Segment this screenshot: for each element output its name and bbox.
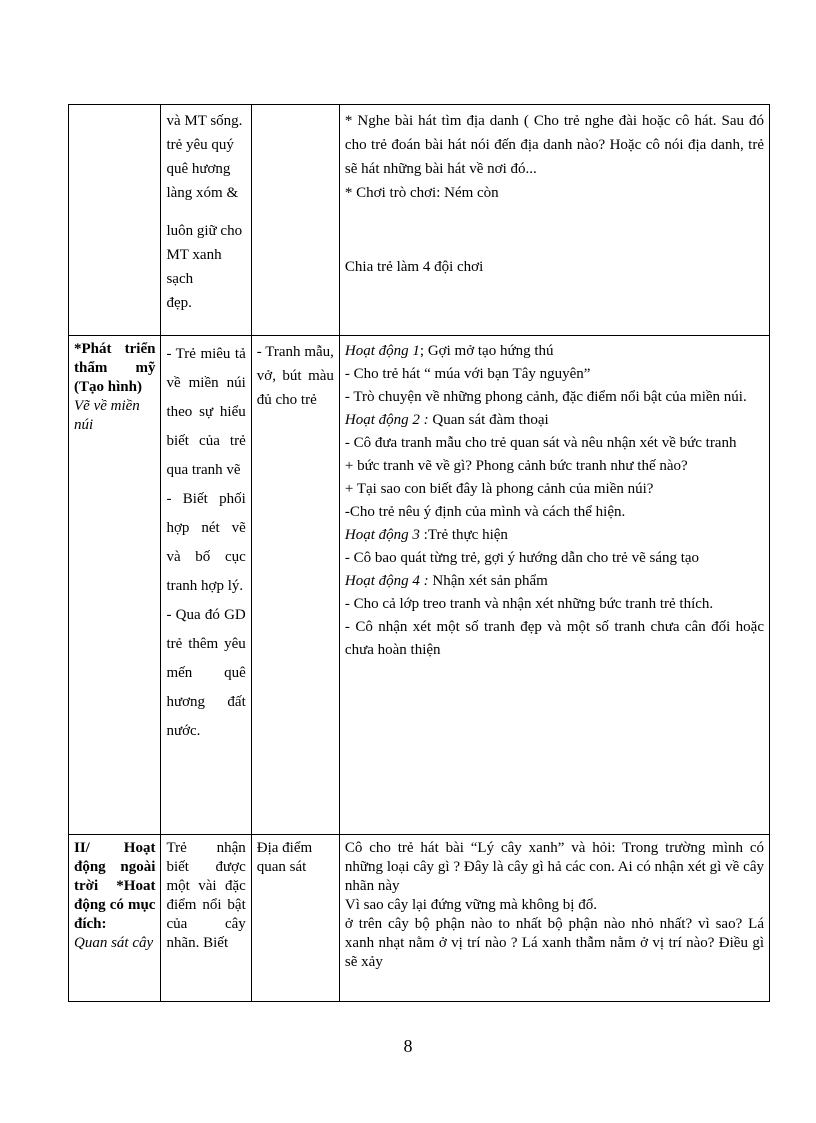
- table-row: [69, 105, 770, 336]
- activity-cell: [69, 336, 161, 835]
- procedure-line: - Cô đưa tranh mẫu cho trẻ quan sát và nêu nhận xét về bức tranh: [344, 435, 737, 451]
- procedure-line: - Cô nhận xét một số tranh đẹp và một số tranh chưa cân đối hoặc chưa hoàn thiện: [344, 619, 764, 658]
- procedure-line: + Tại sao con biết đây là phong cảnh của miền núi?: [344, 481, 654, 497]
- procedure-line: * Nghe bài hát tìm địa danh ( Cho trẻ nghe đài hoặc cô hát. Sau đó cho trẻ đoán bài hát nói đến địa danh nào? Hoặc cô nói địa danh, trẻ sẽ hát những bài hát về nơi đó...: [344, 113, 764, 177]
- materials-cell: [251, 105, 339, 336]
- objective-cell: [161, 835, 251, 1002]
- objective-line: luôn giữ cho: [166, 223, 243, 239]
- objective-line: - Qua đó GD trẻ thêm yêu mến quê hương đất nước.: [166, 607, 246, 739]
- procedure-cell: [339, 105, 769, 336]
- step-label: Hoạt động 1: [344, 343, 420, 359]
- objective-cell: [161, 105, 251, 336]
- objective-line: quê hương: [166, 161, 231, 177]
- objective-text: Trẻ nhận biết được một vài đặc điểm nổi bật của cây nhãn. Biết: [166, 840, 246, 951]
- procedure-line: ở trên cây bộ phận nào to nhất bộ phận nào nhỏ nhất? vì sao? Lá xanh nhạt nằm ở vị trí nào ? Lá xanh thẫm nằm ở vị trí nào? Điều gì sẽ xảy: [344, 916, 764, 970]
- page-number: 8: [403, 1036, 413, 1056]
- procedure-line: - Trò chuyện về những phong cảnh, đặc điểm nổi bật của miền núi.: [344, 389, 747, 405]
- objective-line: trẻ yêu quý: [166, 137, 234, 153]
- materials-text: Địa điểm quan sát: [256, 840, 313, 875]
- procedure-line: - Cho trẻ hát “ múa với bạn Tây nguyên”: [344, 366, 591, 382]
- step-label: Hoạt động 2 :: [344, 412, 429, 428]
- procedure-line: -Cho trẻ nêu ý định của mình và cách thể hiện.: [344, 504, 626, 520]
- procedure-line: - Cô bao quát từng trẻ, gợi ý hướng dẫn cho trẻ vẽ sáng tạo: [344, 550, 700, 566]
- activity-cell: [69, 105, 161, 336]
- procedure-line: + bức tranh vẽ về gì? Phong cảnh bức tranh như thế nào?: [344, 458, 688, 474]
- procedure-line: Chia trẻ làm 4 đội chơi: [344, 259, 484, 275]
- step-label: Hoạt động 3: [344, 527, 420, 543]
- table-row: [69, 336, 770, 835]
- activity-cell: [69, 835, 161, 1002]
- activity-title: *Phát triển thẩm mỹ (Tạo hình): [74, 341, 156, 395]
- objective-line: - Biết phối hợp nét vẽ và bố cục tranh hợp lý.: [166, 491, 246, 594]
- materials-text: - Tranh mẫu, vở, bút màu đủ cho trẻ: [256, 344, 334, 408]
- lesson-plan-table: [68, 104, 770, 1002]
- objective-line: đẹp.: [166, 295, 192, 311]
- procedure-line: Cô cho trẻ hát bài “Lý cây xanh” và hỏi: Trong trường mình có những loại cây gì ? Đây là cây gì hả các con. Ai có nhận xét gì về cây nhãn này: [344, 840, 764, 894]
- objective-line: và MT sống.: [166, 113, 243, 129]
- objective-line: - Trẻ miêu tả về miền núi theo sự hiểu biết của trẻ qua tranh vẽ: [166, 346, 246, 478]
- procedure-line: Hoạt động 2 : Quan sát đàm thoại: [344, 412, 549, 428]
- materials-cell: [251, 835, 339, 1002]
- procedure-cell: [339, 336, 769, 835]
- procedure-line: Hoạt động 1; Gợi mở tạo hứng thú: [344, 343, 554, 359]
- step-label: Hoạt động 4 :: [344, 573, 429, 589]
- procedure-line: * Chơi trò chơi: Ném còn: [344, 185, 499, 201]
- activity-subtitle: Quan sát cây: [74, 935, 154, 951]
- procedure-line: Hoạt động 3 :Trẻ thực hiện: [344, 527, 508, 543]
- activity-subtitle: Vẽ về miền núi: [74, 398, 140, 433]
- objective-cell: [161, 336, 251, 835]
- procedure-line: Hoạt động 4 : Nhận xét sản phẩm: [344, 573, 548, 589]
- procedure-cell: [339, 835, 769, 1002]
- activity-title: II/ Hoạt động ngoài trời *Hoat động có mục đích:: [74, 840, 156, 932]
- procedure-line: Vì sao cây lại đứng vững mà không bị đổ.: [344, 897, 597, 913]
- objective-line: làng xóm &: [166, 185, 239, 201]
- objective-line: MT xanh sạch: [166, 247, 222, 287]
- materials-cell: [251, 336, 339, 835]
- table-row: [69, 835, 770, 1002]
- procedure-line: - Cho cả lớp treo tranh và nhận xét những bức tranh trẻ thích.: [344, 596, 714, 612]
